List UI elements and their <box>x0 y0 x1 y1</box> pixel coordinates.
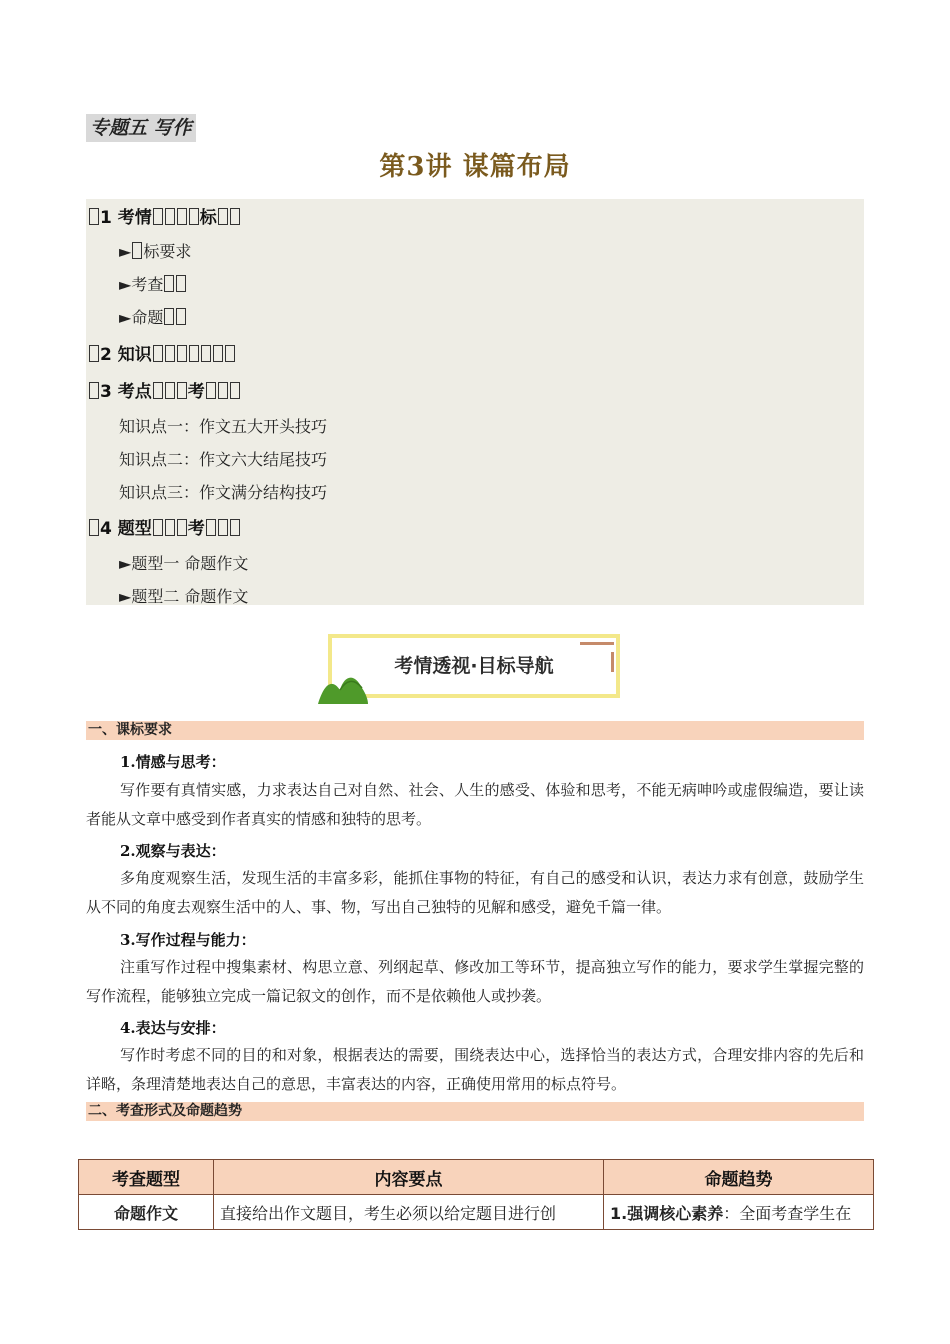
paragraph: 多角度观察生活，发现生活的丰富多彩，能抓住事物的特征，有自己的感受和认识，表达力求有创意，鼓励学生从不同的角度去观察生活中的人、事、物，写出自己独特的见解和感受，避免千篇一律。 <box>86 869 864 916</box>
missing-glyph-icon <box>89 519 99 536</box>
paragraph: 写作时考虑不同的目的和对象，根据表达的需要，围绕表达中心，选择恰当的表达方式，合理安排内容的先后和详略，条理清楚地表达自己的意思，丰富表达的内容，正确使用常用的标点符号。 <box>86 1046 864 1093</box>
missing-glyph-icon <box>89 382 99 399</box>
arrow-icon: ► <box>119 275 132 294</box>
series-tag: 专题五 写作 <box>86 114 196 142</box>
toc-item[interactable]: ►题型二 命题作文 <box>119 587 249 606</box>
lecture-title: 第3讲 谋篇布局 <box>379 152 571 182</box>
subheading: 2.观察与表达： <box>120 842 226 860</box>
table-cell: 命题作文 <box>79 1195 214 1230</box>
arrow-icon: ► <box>119 587 132 606</box>
column-header: 考查题型 <box>79 1160 214 1195</box>
table-cell: 1.强调核心素养：全面考查学生在 <box>604 1195 874 1230</box>
section-banner <box>318 632 628 706</box>
arrow-icon: ► <box>119 554 132 573</box>
paragraph: 注重写作过程中搜集素材、构思立意、列纲起草、修改加工等环节，提高独立写作的能力，要求学生掌握完整的写作流程，能够独立完成一篇记叙文的创作，而不是依赖他人或抄袭。 <box>86 958 864 1005</box>
paragraph: 写作要有真情实感，力求表达自己对自然、社会、人生的感受、体验和思考，不能无病呻吟或虚假编造，要让读者能从文章中感受到作者真实的情感和独特的思考。 <box>86 781 864 828</box>
toc-item[interactable]: 知识点二：作文六大结尾技巧 <box>119 450 328 469</box>
subheading: 4.表达与安排： <box>120 1019 226 1037</box>
toc-item[interactable]: 知识点一：作文五大开头技巧 <box>119 417 328 436</box>
banner-title: 考情透视·目标导航 <box>394 655 554 677</box>
column-header: 内容要点 <box>214 1160 604 1195</box>
section-heading-2: 二、考查形式及命题趋势 <box>86 1102 864 1121</box>
toc-item[interactable]: 知识点三：作文满分结构技巧 <box>119 483 328 502</box>
table-row <box>79 1195 874 1230</box>
table-of-contents <box>86 199 864 605</box>
table-cell: 直接给出作文题目，考生必须以给定题目进行创 <box>214 1195 604 1230</box>
arrow-icon: ► <box>119 308 132 327</box>
toc-section-3[interactable]: 3 考点 考 <box>88 377 241 402</box>
toc-item[interactable]: ►题型一 命题作文 <box>119 554 249 573</box>
column-header: 命题趋势 <box>604 1160 874 1195</box>
arrow-icon: ► <box>119 242 132 261</box>
subheading: 1.情感与思考： <box>120 753 226 771</box>
table-header-row <box>79 1160 874 1195</box>
toc-section-4[interactable]: 4 题型 考 <box>88 514 241 539</box>
toc-item[interactable]: ► 标要求 <box>119 242 192 261</box>
toc-item[interactable]: ►考查 <box>119 272 187 295</box>
missing-glyph-icon <box>89 208 99 225</box>
section-heading-1: 一、课标要求 <box>86 721 864 740</box>
toc-item[interactable]: ►命题 <box>119 305 187 328</box>
exam-trend-table <box>78 1159 874 1230</box>
missing-glyph-icon <box>89 345 99 362</box>
hills-icon <box>318 670 378 704</box>
toc-section-1[interactable]: 1 考情 标 <box>88 203 241 228</box>
toc-section-2[interactable]: 2 知识 <box>88 340 236 365</box>
subheading: 3.写作过程与能力： <box>120 931 256 949</box>
